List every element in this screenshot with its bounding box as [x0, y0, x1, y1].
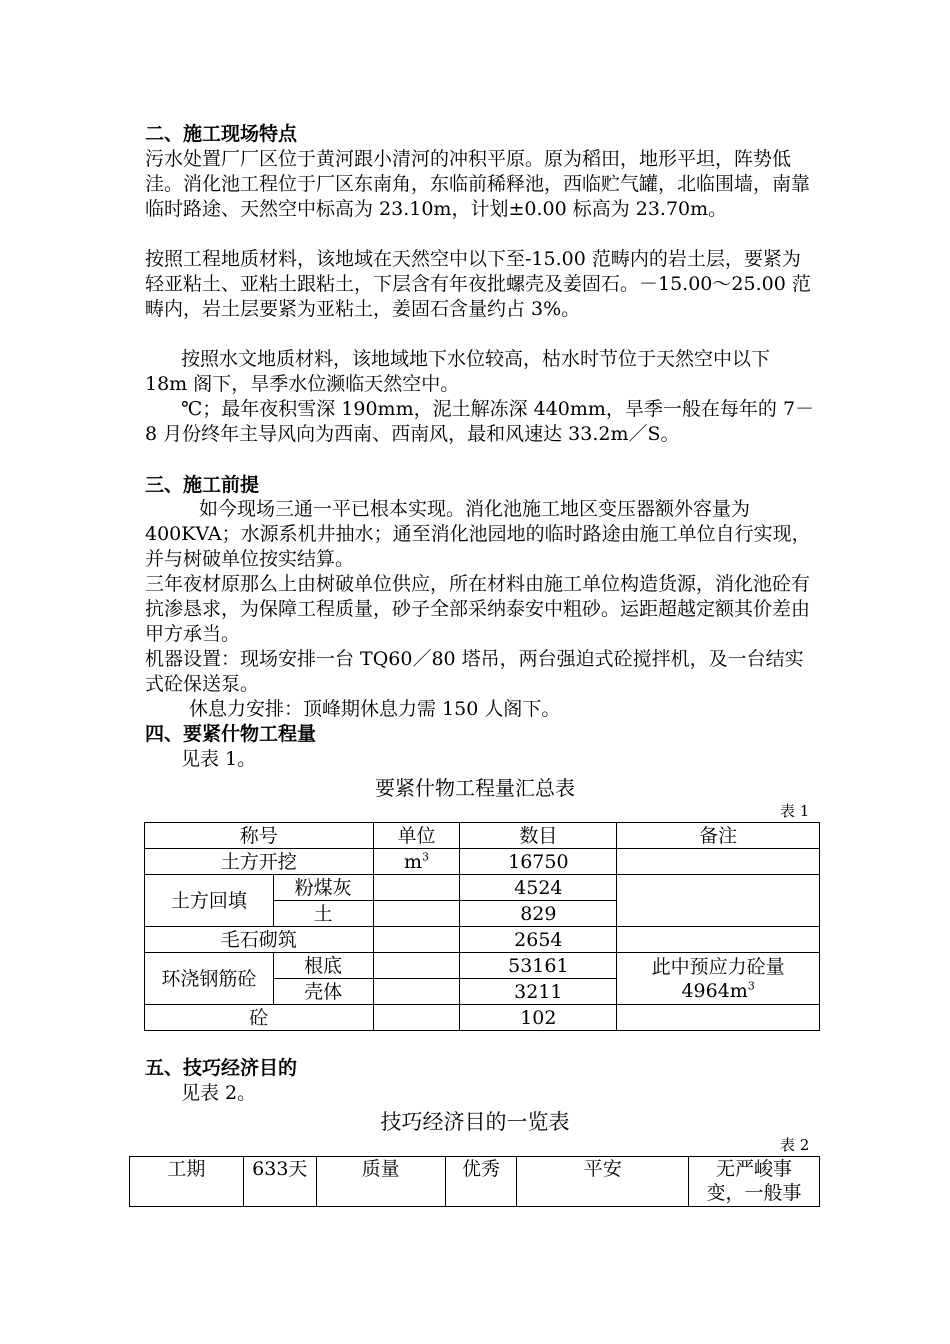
paragraph: 污水处置厂厂区位于黄河跟小清河的冲积平原。原为稻田，地形平坦，阵势低洼。消化池工程位于厂区东南角，东临前稀释池，西临贮气罐，北临围墙，南靠临时路途、天然空中标高为 23.10m，计划±0.00 标高为 23.70m。	[145, 148, 811, 220]
section-heading-5: 五、技巧经济目的	[145, 1057, 298, 1079]
table-cell	[617, 875, 820, 927]
section-heading-2: 二、施工现场特点	[145, 123, 298, 145]
table-number: 表 2	[780, 1136, 810, 1154]
table-cell: 壳体	[273, 979, 373, 1005]
table-cell: 环浇钢筋砼	[145, 953, 274, 1005]
table-cell	[373, 927, 460, 953]
table-cell: 3211	[460, 979, 617, 1005]
table-cell	[373, 875, 460, 901]
table-cell: 粉煤灰	[273, 875, 373, 901]
table-cell: 优秀	[445, 1157, 517, 1207]
cell-line: 变，一般事	[706, 1182, 802, 1204]
table-cell	[617, 953, 820, 1005]
paragraph: 如今现场三通一平已根本实现。消化池施工地区变压器额外容量为 400KVA；水源系机井抽水；通至消化池园地的临时路途由施工单位自行实现，并与树破单位按实结算。	[145, 498, 811, 570]
table-cell: 土方开挖	[145, 849, 374, 875]
table-cell	[617, 927, 820, 953]
table-cell	[373, 953, 460, 979]
quantity-table	[144, 822, 820, 1031]
table-cell: 工期	[130, 1157, 244, 1207]
table-cell: 633天	[243, 1157, 316, 1207]
table-cell: 质量	[316, 1157, 445, 1207]
indicator-table	[129, 1156, 820, 1207]
table-cell	[617, 849, 820, 875]
table-cell	[689, 1157, 820, 1207]
table-row	[145, 953, 820, 979]
table-number: 表 1	[780, 802, 810, 820]
table-title: 要紧什物工程量汇总表	[375, 776, 575, 800]
table-cell: 土方回填	[145, 875, 274, 927]
header-cell: 数目	[460, 823, 617, 849]
table-title: 技巧经济目的一览表	[380, 1110, 570, 1134]
note-line: 此中预应力砼量	[651, 955, 785, 978]
table-row	[145, 849, 820, 875]
paragraph: 按照工程地质材料，该地域在天然空中以下至-15.00 范畴内的岩土层，要紧为轻亚粘土、亚粘土跟粘土，下层含有年夜批螺壳及姜固石。－15.00～25.00 范畴内，岩土层要紧为亚粘土，姜固石含量约占 3%。	[145, 248, 811, 320]
table-cell: 平安	[517, 1157, 689, 1207]
table-row	[130, 1157, 820, 1207]
table-reference: 见表 2。	[181, 1082, 257, 1104]
table-cell: 毛石砌筑	[145, 927, 374, 953]
paragraph: 休息力安排：顶峰期休息力需 150 人阁下。	[189, 698, 561, 720]
paragraph: 机器设置：现场安排一台 TQ60／80 塔吊，两台强迫式砼搅拌机，及一台结实式砼保送泵。	[145, 648, 804, 695]
table-row	[145, 927, 820, 953]
note-line: $4964m^3$	[681, 979, 755, 1002]
table-cell: $m^3$	[373, 849, 460, 875]
table-cell: 4524	[460, 875, 617, 901]
table-row	[145, 1005, 820, 1031]
table-cell: 砼	[145, 1005, 374, 1031]
table-cell: 102	[460, 1005, 617, 1031]
section-heading-3: 三、施工前提	[145, 474, 260, 496]
table-header-row	[145, 823, 820, 849]
header-cell: 备注	[617, 823, 820, 849]
table-cell: 根底	[273, 953, 373, 979]
table-cell	[617, 1005, 820, 1031]
section-heading-4: 四、要紧什物工程量	[145, 723, 317, 745]
table-cell: 16750	[460, 849, 617, 875]
header-cell: 单位	[373, 823, 460, 849]
table-cell	[373, 1005, 460, 1031]
cell-line: 无严峻事	[716, 1158, 793, 1180]
table-cell: 53161	[460, 953, 617, 979]
table-cell: 土	[273, 901, 373, 927]
table-reference: 见表 1。	[181, 748, 257, 770]
table-row	[145, 875, 820, 901]
table-cell	[373, 901, 460, 927]
table-cell: 829	[460, 901, 617, 927]
table-cell: 2654	[460, 927, 617, 953]
table-cell	[373, 979, 460, 1005]
paragraph: 三年夜材原那么上由树破单位供应，所在材料由施工单位构造货源，消化池砼有抗渗恳求，为保障工程质量，砂子全部采纳泰安中粗砂。运距超越定额其价差由甲方承当。	[145, 573, 811, 645]
paragraph: ℃；最年夜积雪深 190mm，泥土解冻深 440mm，旱季一般在每年的 7－8 月份终年主导风向为西南、西南风，最和风速达 33.2m／S。	[145, 398, 815, 445]
header-cell: 称号	[145, 823, 374, 849]
paragraph: 按照水文地质材料，该地域地下水位较高，枯水时节位于天然空中以下 18m 阁下，旱季水位濒临天然空中。	[145, 348, 771, 395]
